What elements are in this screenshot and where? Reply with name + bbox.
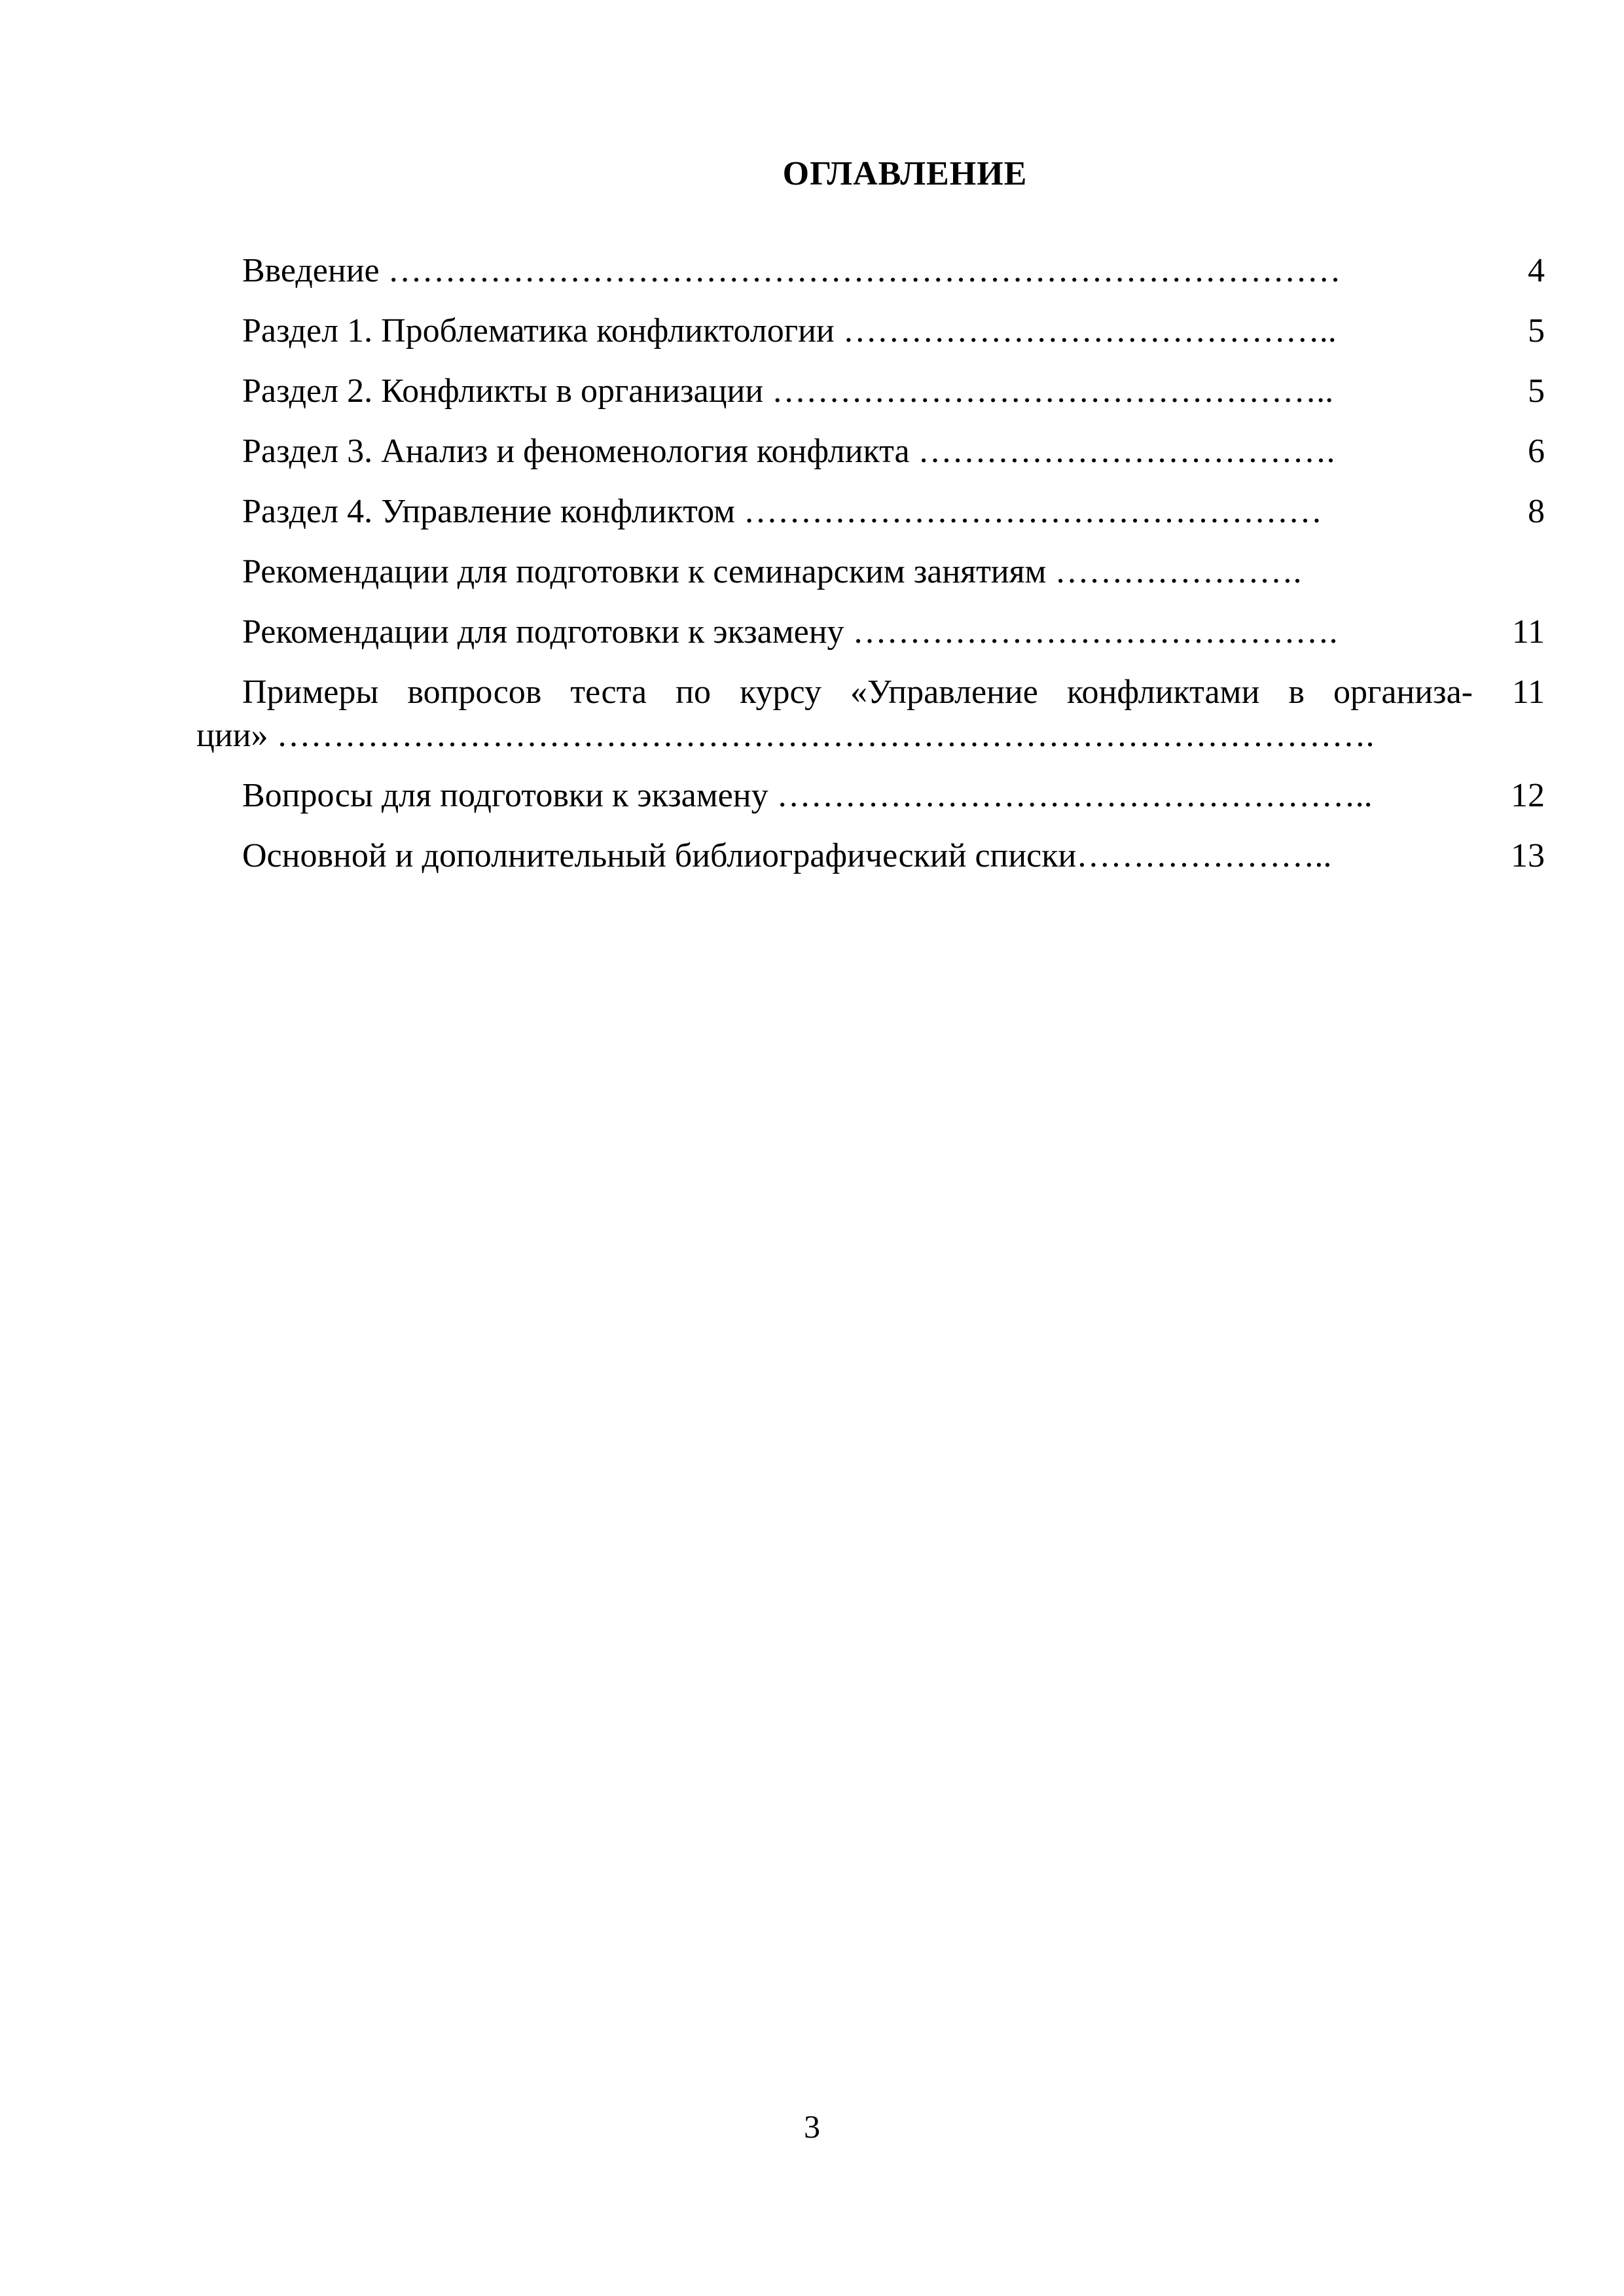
toc-entry-text: Вопросы для подготовки к экзамену ……………………………………………..	[242, 777, 1373, 814]
toc-entry-text: Раздел 3. Анализ и феноменология конфликта ……………………………….	[242, 433, 1335, 470]
toc-entry-text-line2: ции» …………………………………………………………………………………….	[196, 717, 1375, 754]
toc-entry-section-2[interactable]	[196, 372, 1545, 432]
toc-entry-page: 13	[1511, 837, 1545, 874]
toc-entry-bibliography[interactable]	[196, 836, 1545, 897]
toc-entry-text: Раздел 2. Конфликты в организации …………………………………………..	[242, 372, 1334, 410]
toc-entry-page: 12	[1511, 777, 1545, 814]
toc-entry-section-3[interactable]	[196, 432, 1545, 492]
toc-title: ОГЛАВЛЕНИЕ	[782, 155, 1028, 192]
toc-entry-page: 8	[1528, 493, 1545, 530]
toc-entry-exam-recommendations[interactable]	[196, 613, 1545, 673]
toc-entry-text: Основной и дополнительный библиографический списки…………………..	[242, 837, 1332, 874]
toc-entry-introduction[interactable]	[196, 251, 1545, 312]
toc-entry-page: 11	[1511, 613, 1545, 651]
toc-entry-text: Введение …………………………………………………………………………	[242, 252, 1341, 289]
page-number: 3	[804, 2108, 820, 2145]
toc-entry-test-examples[interactable]	[196, 673, 1545, 776]
toc-entry-text: Рекомендации для подготовки к экзамену …………………………………….	[242, 613, 1338, 651]
toc-entry-text-line1: Примеры вопросов теста по курсу «Управление конфликтами в организа-	[242, 673, 1473, 711]
toc-entry-seminar-recommendations[interactable]	[196, 552, 1545, 613]
table-of-contents	[196, 251, 1545, 897]
toc-entry-section-1[interactable]	[196, 312, 1545, 372]
toc-entry-page: 5	[1528, 372, 1545, 410]
toc-entry-text: Раздел 4. Управление конфликтом ……………………………………………	[242, 493, 1323, 530]
toc-entry-exam-questions[interactable]	[196, 776, 1545, 836]
toc-entry-text: Раздел 1. Проблематика конфликтологии ……………………………………..	[242, 312, 1337, 350]
toc-entry-page: 11	[1511, 673, 1545, 711]
toc-entry-section-4[interactable]	[196, 492, 1545, 552]
toc-entry-page: 4	[1528, 252, 1545, 289]
toc-entry-text: Рекомендации для подготовки к семинарским занятиям ………………….	[242, 553, 1302, 590]
toc-entry-page: 5	[1528, 312, 1545, 350]
toc-entry-page: 6	[1528, 433, 1545, 470]
